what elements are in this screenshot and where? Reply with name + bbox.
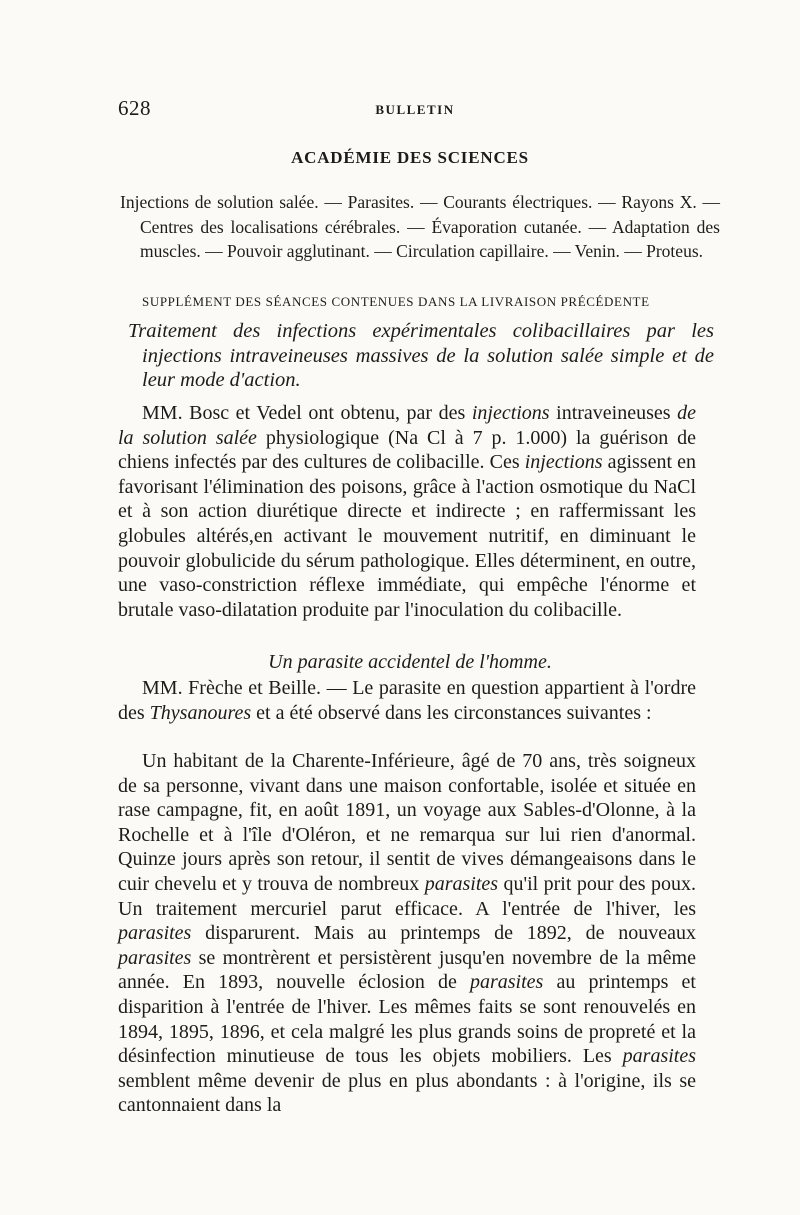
paragraph-freche-beille: MM. Frèche et Beille. — Le parasite en question appartient à l'ordre des Thysanoures et a été observé dans les circonstances suivantes : xyxy=(118,677,696,724)
running-title: BULLETIN xyxy=(375,102,455,117)
paragraph-bosc-vedel: MM. Bosc et Vedel ont obtenu, par des injections intraveineuses de la solution salée physiologique (Na Cl à 7 p. 1.000) la guérison de chiens infectés par des cultures de colibacille. Ces injections agissent en favorisant l'élimination des poisons, grâce à l'action osmotique du NaCl et à son action diurétique directe et indirecte ; en raffermissant les globules altérés,en activant le mouvement nutritif, en diminuant le pouvoir globulicide du sérum pathologique. Elles déterminent, en outre, une vaso-constriction réflexe immédiate, qui empêche l'énorme et brutale vaso-dilatation produite par l'inoculation du colibacille. xyxy=(118,402,697,621)
article-title-parasite: Un parasite accidentel de l'homme. xyxy=(268,651,552,673)
paragraph-case-description: Un habitant de la Charente-Inférieure, âgé de 70 ans, très soigneux de sa personne, vivant dans une maison confortable, isolée et située en rase campagne, fit, en août 1891, un voyage aux Sables-d'Olonne, à la Rochelle et à l'île d'Oléron, et ne remarqua sur lui rien d'anormal. Quinze jours après son retour, il sentit de vives démangeaisons dans le cuir chevelu et y trouva de nombreux parasites qu'il prit pour des poux. Un traitement mercuriel parut efficace. A l'entrée de l'hiver, les parasites disparurent. Mais au printemps de 1892, de nouveaux parasites se montrèrent et persistèrent jusqu'en novembre de la même année. En 1893, nouvelle éclosion de parasites au printemps et disparition à l'entrée de l'hiver. Les mêmes faits se sont renouvelés en 1894, 1895, 1896, et cela malgré les plus grands soins de propreté et la désinfection minutieuse de tous les objets mobiliers. Les parasites semblent même devenir de plus en plus abondants : à l'origine, ils se cantonnaient dans la xyxy=(118,750,696,1117)
page-number: 628 xyxy=(118,96,151,120)
supplement-heading: SUPPLÉMENT DES SÉANCES CONTENUES DANS LA LIVRAISON PRÉCÉDENTE xyxy=(142,294,650,309)
section-title: ACADÉMIE DES SCIENCES xyxy=(291,148,529,167)
section-summary: Injections de solution salée. — Parasites. — Courants électriques. — Rayons X. — Centres des localisations cérébrales. — Évaporation cutanée. — Adaptation des muscles. — Pouvoir agglutinant. — Circulation capillaire. — Venin. — Proteus. xyxy=(120,192,720,261)
article-title-treatment: Traitement des infections expérimentales colibacillaires par les injections intraveineuses massives de la solution salée simple et de leur mode d'action. xyxy=(128,320,714,391)
